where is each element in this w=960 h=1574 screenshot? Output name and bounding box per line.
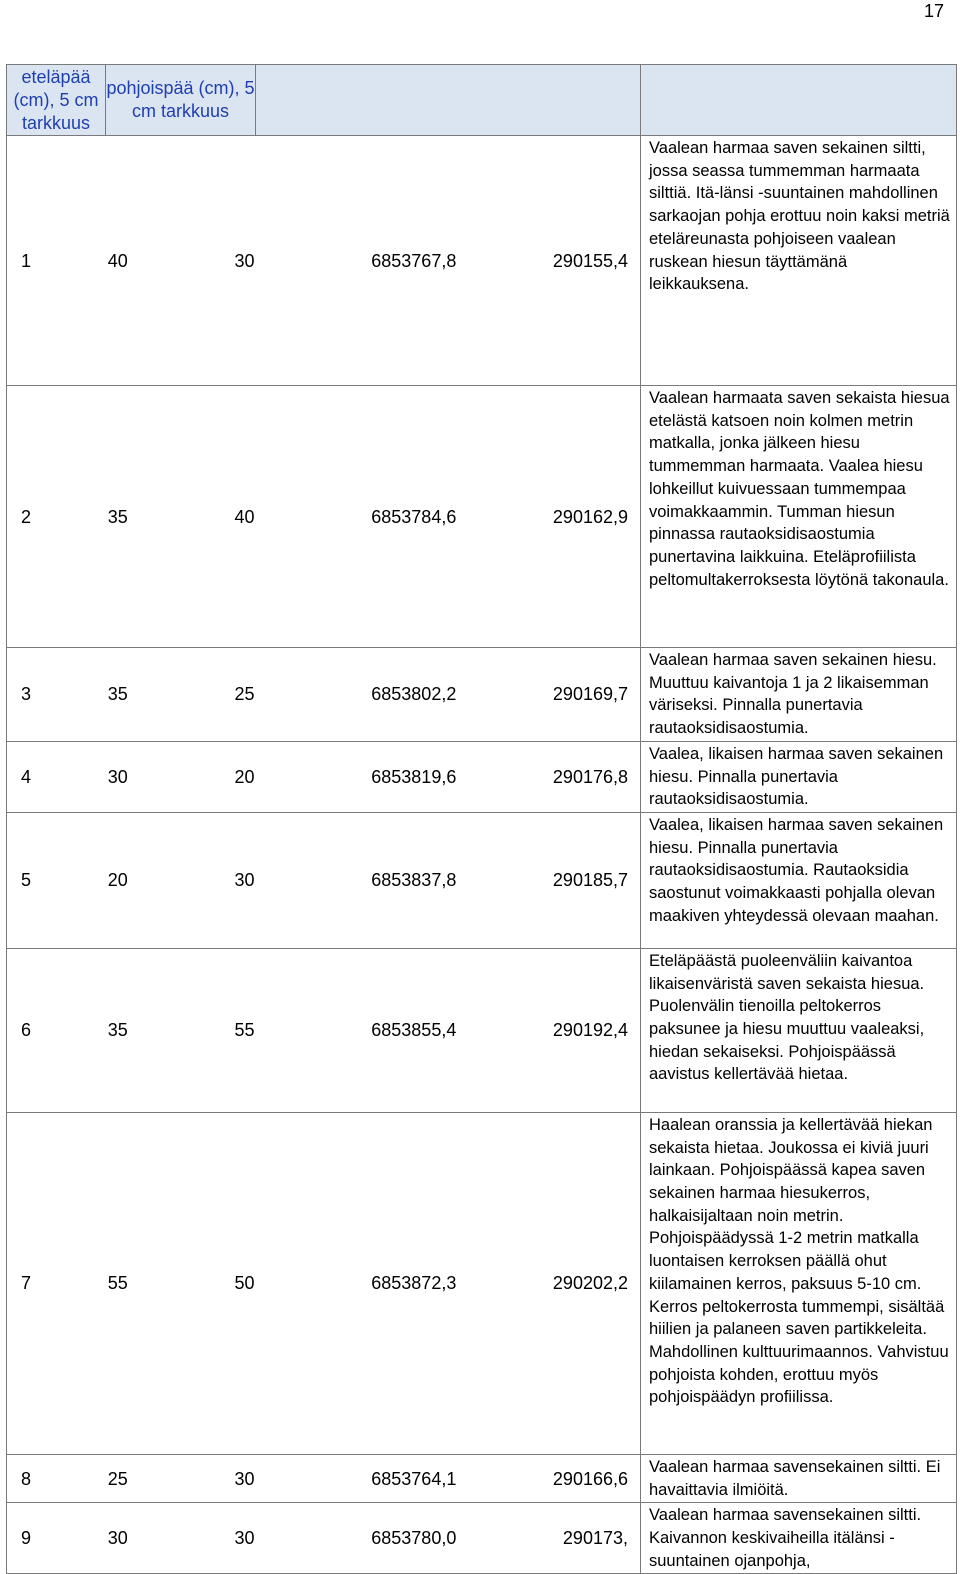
row-values-cell xyxy=(7,948,641,1112)
south-depth: 35 xyxy=(107,506,128,527)
coordinate-x: 6853872,3 xyxy=(371,1273,457,1294)
coordinate-y: 290169,7 xyxy=(552,684,628,705)
south-depth: 40 xyxy=(107,250,128,271)
table-row xyxy=(7,386,957,648)
coordinate-x: 6853767,8 xyxy=(371,250,457,271)
row-values xyxy=(7,1468,640,1490)
row-values-cell xyxy=(7,741,641,812)
soil-description: Eteläpäästä puoleenväliin kaivantoa likaisenväristä saven sekaista hiesua. Puolenvälin tienoilla peltokerros paksunee ja hiesu muuttuu vaaleaksi, hiedan sekaiseksi. Pohjoispäässä aavistus kellertävää hietaa. xyxy=(641,948,957,1112)
row-values-cell xyxy=(7,136,641,386)
row-values xyxy=(7,683,640,705)
table-row xyxy=(7,812,957,948)
header-south-end: eteläpää (cm), 5 cm tarkkuus xyxy=(7,65,106,136)
soil-description: Haalean oranssia ja kellertävää hiekan sekaista hietaa. Joukossa ei kiviä juuri lainkaan. Pohjoispäässä kapea saven sekainen harmaa hiesukerros, halkaisijaltaan noin metrin. Pohjoispäädyssä 1-2 metrin matkalla luontaisen kerroksen päällä ohut kiilamainen kerros, paksuus 5-10 cm. Kerros peltokerrosta tummempi, sisältää hiilien ja palaneen saven partikkeleita. Mahdollinen kulttuurimaannos. Vahvistuu pohjoista kohden, erottuu myös pohjoispäädyn profiilissa. xyxy=(641,1112,957,1454)
table-row xyxy=(7,1503,957,1574)
south-depth: 35 xyxy=(107,1020,128,1041)
row-values-cell xyxy=(7,1112,641,1454)
coordinate-y: 290166,6 xyxy=(552,1468,628,1489)
row-values-cell xyxy=(7,386,641,648)
trench-table xyxy=(6,64,957,1574)
trench-number: 2 xyxy=(21,506,32,527)
trench-number: 8 xyxy=(21,1468,32,1489)
row-values-cell xyxy=(7,648,641,742)
header-description xyxy=(641,65,957,136)
coordinate-x: 6853764,1 xyxy=(371,1468,457,1489)
north-depth: 30 xyxy=(234,1468,255,1489)
north-depth: 40 xyxy=(234,506,255,527)
table-row xyxy=(7,741,957,812)
soil-description: Vaalea, likaisen harmaa saven sekainen hiesu. Pinnalla punertavia rautaoksidisaostumia. Rautaoksidia saostunut voimakkaasti pohjalla olevan maakiven yhteydessä olevaan maahan. xyxy=(641,812,957,948)
trench-number: 9 xyxy=(21,1528,32,1549)
south-depth: 35 xyxy=(107,684,128,705)
south-depth: 55 xyxy=(107,1273,128,1294)
row-values xyxy=(7,250,640,272)
row-values xyxy=(7,1019,640,1041)
trench-number: 5 xyxy=(21,870,32,891)
south-depth: 30 xyxy=(107,1528,128,1549)
soil-description: Vaalean harmaa savensekainen siltti. Ei havaittavia ilmiöitä. xyxy=(641,1454,957,1502)
coordinate-y: 290202,2 xyxy=(552,1273,628,1294)
table-header-row xyxy=(7,65,957,136)
soil-description: Vaalean harmaata saven sekaista hiesua etelästä katsoen noin kolmen metrin matkalla, jonka jälkeen hiesu tummemman harmaata. Vaalea hiesu lohkeillut kuivuessaan tummempaa voimakkaammin. Tumman hiesun pinnassa rautaoksidisaostumia punertavina laikkuina. Eteläprofiilista peltomultakerroksesta löytönä takonaula. xyxy=(641,386,957,648)
coordinate-y: 290176,8 xyxy=(552,766,628,787)
north-depth: 20 xyxy=(234,766,255,787)
coordinate-x: 6853837,8 xyxy=(371,870,457,891)
north-depth: 50 xyxy=(234,1273,255,1294)
row-values-cell xyxy=(7,1503,641,1574)
table-row xyxy=(7,648,957,742)
table-row xyxy=(7,1112,957,1454)
soil-description: Vaalean harmaa saven sekainen hiesu. Muuttuu kaivantoja 1 ja 2 likaisemman väriseksi. Pinnalla punertavia rautaoksidisaostumia. xyxy=(641,648,957,742)
table-row xyxy=(7,136,957,386)
page-number: 17 xyxy=(923,1,944,21)
coordinate-x: 6853802,2 xyxy=(371,684,457,705)
north-depth: 30 xyxy=(234,1528,255,1549)
row-values xyxy=(7,1272,640,1294)
trench-number: 6 xyxy=(21,1020,32,1041)
coordinate-x: 6853855,4 xyxy=(371,1020,457,1041)
row-values xyxy=(7,766,640,788)
south-depth: 25 xyxy=(107,1468,128,1489)
coordinate-y: 290192,4 xyxy=(552,1020,628,1041)
trench-number: 7 xyxy=(21,1273,32,1294)
soil-description: Vaalean harmaa savensekainen siltti. Kaivannon keskivaiheilla itälänsi -suuntainen ojanpohja, xyxy=(641,1503,957,1574)
trench-number: 1 xyxy=(21,250,32,271)
soil-description: Vaalean harmaa saven sekainen siltti, jossa seassa tummemman harmaata silttiä. Itä-länsi -suuntainen mahdollinen sarkaojan pohja erottuu noin kaksi metriä eteläreunasta pohjoiseen vaalean ruskean hiesun täyttämänä leikkauksena. xyxy=(641,136,957,386)
coordinate-y: 290173, xyxy=(562,1528,628,1549)
coordinate-y: 290155,4 xyxy=(552,250,628,271)
north-depth: 25 xyxy=(234,684,255,705)
coordinate-y: 290185,7 xyxy=(552,870,628,891)
row-values xyxy=(7,869,640,891)
south-depth: 20 xyxy=(107,870,128,891)
row-values xyxy=(7,1527,640,1549)
soil-description: Vaalea, likaisen harmaa saven sekainen hiesu. Pinnalla punertavia rautaoksidisaostumia. xyxy=(641,741,957,812)
coordinate-x: 6853780,0 xyxy=(371,1528,457,1549)
trench-number: 3 xyxy=(21,684,32,705)
coordinate-x: 6853819,6 xyxy=(371,766,457,787)
row-values-cell xyxy=(7,812,641,948)
header-coordinates xyxy=(256,65,641,136)
south-depth: 30 xyxy=(107,766,128,787)
north-depth: 30 xyxy=(234,250,255,271)
header-north-end: pohjoispää (cm), 5 cm tarkkuus xyxy=(106,65,256,136)
table-row xyxy=(7,1454,957,1502)
coordinate-x: 6853784,6 xyxy=(371,506,457,527)
north-depth: 55 xyxy=(234,1020,255,1041)
table-row xyxy=(7,948,957,1112)
coordinate-y: 290162,9 xyxy=(552,506,628,527)
row-values-cell xyxy=(7,1454,641,1502)
trench-number: 4 xyxy=(21,766,32,787)
row-values xyxy=(7,506,640,528)
north-depth: 30 xyxy=(234,870,255,891)
